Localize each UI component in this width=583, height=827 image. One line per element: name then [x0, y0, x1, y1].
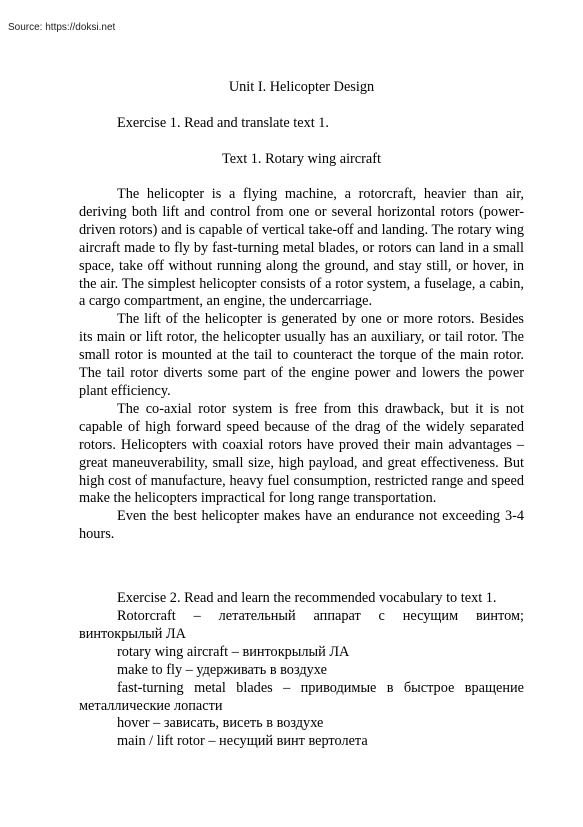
vocabulary-list — [79, 608, 524, 751]
text-1-title: Text 1. Rotary wing aircraft — [222, 151, 381, 167]
vocabulary-item: main / lift rotor – несущий винт вертолета — [117, 733, 368, 750]
unit-title: Unit I. Helicopter Design — [228, 79, 375, 95]
exercise-2-heading: Exercise 2. Read and learn the recommended vocabulary to text 1. — [117, 590, 497, 606]
vocabulary-item: Rotorcraft – летательный аппарат с несущим винтом; винтокрылый ЛА — [79, 608, 524, 642]
paragraph: The co-axial rotor system is free from this drawback, but it is not capable of high forward speed because of the drag of the widely separated rotors. Helicopters with coaxial rotors have proved their main advantages – great maneuverability, small size, high payload, and great effectiveness. But high cost of manufacture, heavy fuel consumption, restricted range and speed make the helicopters impractical for long range transportation. — [79, 400, 524, 507]
text-1-body — [79, 186, 524, 544]
exercise-1-heading: Exercise 1. Read and translate text 1. — [117, 115, 329, 131]
vocabulary-item: make to fly – удерживать в воздухе — [117, 661, 327, 678]
paragraph: The helicopter is a flying machine, a rotorcraft, heavier than air, deriving both lift and control from one or several horizontal rotors (power-driven rotors) and is capable of vertical take-off and landing. The rotary wing aircraft made to fly by fast-turning metal blades, or rotors can land in a small space, take off without running along the ground, and stay still, or hover, in the air. The simplest helicopter consists of a rotor system, a fuselage, a cabin, a cargo compartment, an engine, the undercarriage. — [79, 186, 524, 310]
vocabulary-item: hover – зависать, висеть в воздухе — [117, 715, 324, 732]
source-watermark: Source: https://doksi.net — [8, 22, 116, 33]
paragraph: The lift of the helicopter is generated by one or more rotors. Besides its main or lift rotor, the helicopter usually has an auxiliary, or tail rotor. The small rotor is mounted at the tail to counteract the torque of the main rotor. The tail rotor diverts some part of the engine power and lowers the power plant efficiency. — [79, 311, 524, 399]
vocabulary-item: fast-turning metal blades – приводимые в быстрое вращение металлические лопасти — [79, 679, 524, 714]
paragraph: Even the best helicopter makes have an endurance not exceeding 3-4 hours. — [79, 508, 524, 543]
vocabulary-item: rotary wing aircraft – винтокрылый ЛА — [117, 643, 350, 660]
